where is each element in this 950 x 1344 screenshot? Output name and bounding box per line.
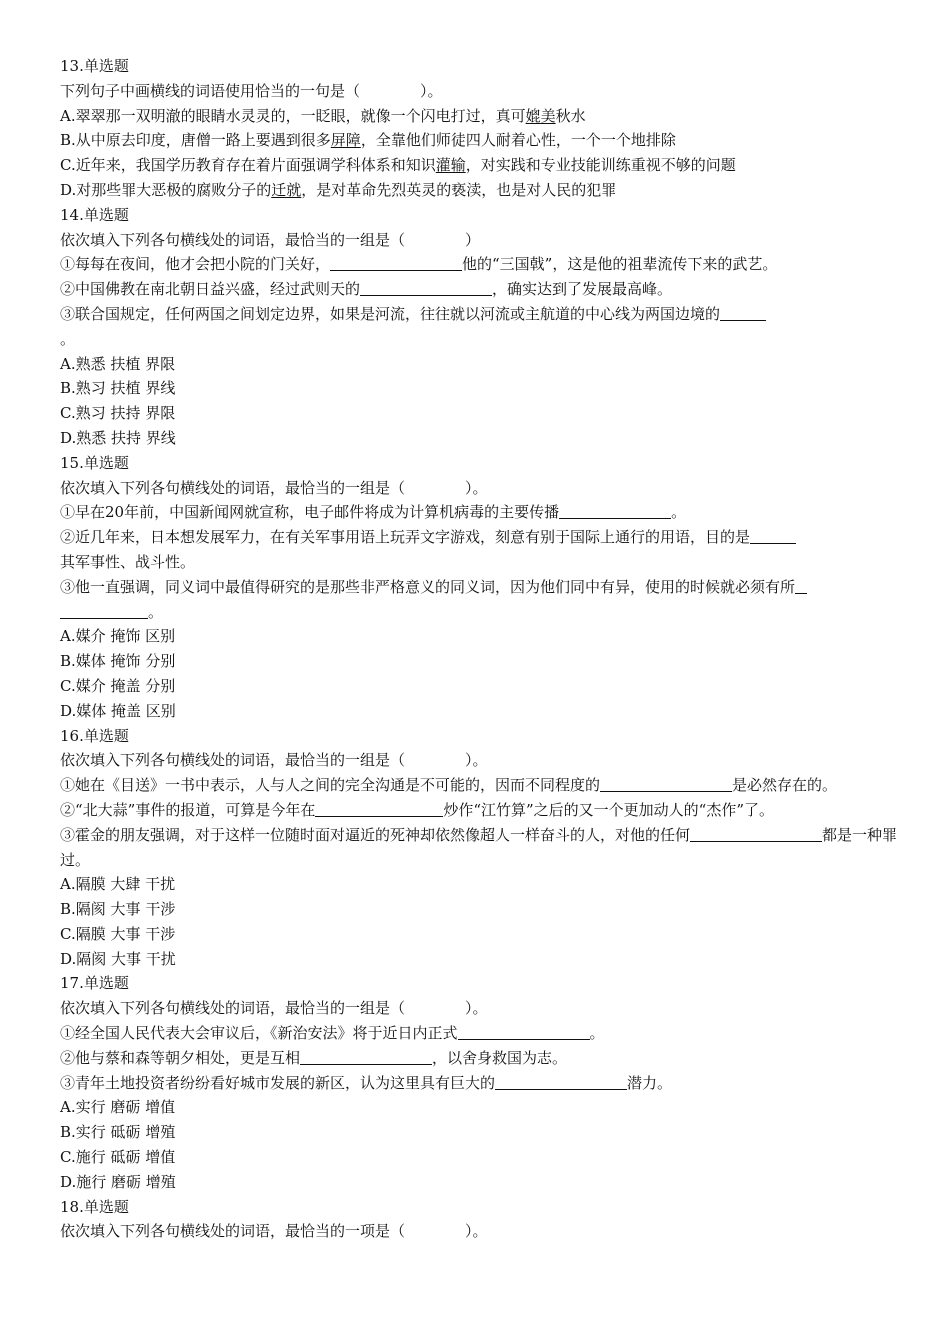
q16-option-d: D.隔阂 大事 干扰 — [60, 949, 176, 968]
q13-heading: 13.单选题 — [60, 57, 129, 75]
underlined-word: 迁就 — [271, 180, 302, 199]
fill-blank — [315, 800, 443, 817]
q14-option-b: B.熟习 扶植 界线 — [60, 379, 176, 398]
q17-stem: 依次填入下列各句横线处的词语，最恰当的一组是（ ）。 — [60, 999, 488, 1018]
q14-sentence-1: ①每每在夜间，他才会把小院的门关好， 他的“三国戟”，这是他的祖辈流传下来的武艺。 — [60, 255, 778, 274]
fill-blank — [495, 1073, 627, 1090]
q17-option-a: A.实行 磨砺 增值 — [60, 1098, 176, 1117]
fill-blank — [690, 825, 822, 842]
fill-blank — [720, 304, 766, 321]
q14-option-a: A.熟悉 扶植 界限 — [60, 354, 176, 373]
q17-sentence-3: ③青年土地投资者纷纷看好城市发展的新区，认为这里具有巨大的 潜力。 — [60, 1073, 673, 1092]
q18-heading: 18.单选题 — [60, 1197, 129, 1216]
q13-option-a: A.翠翠那一双明澈的眼睛水灵灵的，一眨眼，就像一个闪电打过，真可媲美秋水 — [60, 106, 586, 125]
q16-option-b: B.隔阂 大事 干涉 — [60, 900, 176, 919]
q17-heading: 17.单选题 — [60, 974, 129, 993]
q14-stem: 依次填入下列各句横线处的词语，最恰当的一组是（ ） — [60, 230, 481, 249]
q17-sentence-1: ①经全国人民代表大会审议后，《新治安法》将于近日内正式 。 — [60, 1024, 605, 1043]
q15-option-d: D.媒体 掩盖 区别 — [60, 701, 176, 720]
q16-heading: 16.单选题 — [60, 726, 129, 745]
fill-blank — [600, 775, 732, 792]
q15-option-b: B.媒体 掩饰 分别 — [60, 652, 176, 671]
fill-blank — [795, 577, 807, 594]
exam-page — [60, 54, 910, 1244]
q16-sentence-1: ①她在《目送》一书中表示，人与人之间的完全沟通是不可能的，因而不同程度的 是必然存在的。 — [60, 776, 838, 795]
q13-option-c: C.近年来，我国学历教育存在着片面强调学科体系和知识灌输，对实践和专业技能训练重视不够的问题 — [60, 156, 736, 175]
q15-sentence-1: ①早在20年前，中国新闻网就宣称，电子邮件将成为计算机病毒的主要传播 。 — [60, 503, 687, 522]
q14-heading: 14.单选题 — [60, 205, 129, 224]
q15-option-c: C.媒介 掩盖 分别 — [60, 676, 176, 695]
q15-stem: 依次填入下列各句横线处的词语，最恰当的一组是（ ）。 — [60, 478, 488, 497]
q18-stem: 依次填入下列各句横线处的词语，最恰当的一项是（ ）。 — [60, 1222, 488, 1241]
underlined-word: 媲美 — [525, 106, 556, 125]
q17-option-b: B.实行 砥砺 增殖 — [60, 1123, 176, 1142]
q15-heading: 15.单选题 — [60, 453, 129, 472]
q13-option-b: B.从中原去印度，唐僧一路上要遇到很多屏障，全靠他们师徒四人耐着心性，一个一个地排除 — [60, 131, 676, 150]
q14-option-c: C.熟习 扶持 界限 — [60, 404, 176, 423]
q14-sentence-3: ③联合国规定，任何两国之间划定边界，如果是河流，往往就以河流或主航道的中心线为两国边境的 — [60, 302, 910, 327]
fill-blank — [300, 1048, 432, 1065]
q15-option-a: A.媒介 掩饰 区别 — [60, 627, 176, 646]
underlined-word: 灌输 — [435, 156, 466, 175]
q16-stem: 依次填入下列各句横线处的词语，最恰当的一组是（ ）。 — [60, 751, 488, 770]
q13-stem: 下列句子中画横线的词语使用恰当的一句是（ ）。 — [60, 81, 443, 100]
q15-sentence-3: ③他一直强调，同义词中最值得研究的是那些非严格意义的同义词，因为他们同中有异，使用的时候就必须有所 — [60, 575, 910, 600]
fill-blank — [458, 1023, 590, 1040]
q16-option-a: A.隔膜 大肆 干扰 — [60, 875, 176, 894]
q17-option-c: C.施行 砥砺 增值 — [60, 1148, 176, 1167]
q13-option-d: D.对那些罪大恶极的腐败分子的迁就，是对革命先烈英灵的亵渎，也是对人民的犯罪 — [60, 180, 617, 199]
q14-option-d: D.熟悉 扶持 界线 — [60, 428, 176, 447]
q17-sentence-2: ②他与蔡和森等朝夕相处，更是互相 ，以舍身救国为志。 — [60, 1048, 568, 1067]
q17-option-d: D.施行 磨砺 增殖 — [60, 1172, 176, 1191]
q16-sentence-3: ③霍金的朋友强调，对于这样一位随时面对逼近的死神却依然像超人一样奋斗的人，对他的任何 都是一种罪过。 — [60, 825, 898, 869]
q15-sentence-3-cont: 。 — [60, 600, 910, 625]
fill-blank — [60, 602, 148, 619]
q16-option-c: C.隔膜 大事 干涉 — [60, 924, 176, 943]
q14-sentence-3-end: 。 — [60, 329, 76, 348]
q16-sentence-2: ②“北大蒜”事件的报道，可算是今年在 炒作“江竹算”之后的又一个更加动人的“杰作”了。 — [60, 800, 775, 819]
q15-sentence-2: ②近几年来，日本想发展军力，在有关军事用语上玩弄文字游戏，刻意有别于国际上通行的用语，目的是 — [60, 525, 910, 550]
fill-blank — [750, 527, 796, 544]
fill-blank — [330, 254, 462, 271]
fill-blank — [360, 279, 492, 296]
q15-sentence-2-cont: 其军事性、战斗性。 — [60, 552, 196, 571]
q14-sentence-2: ②中国佛教在南北朝日益兴盛，经过武则天的 ，确实达到了发展最高峰。 — [60, 280, 673, 299]
underlined-word: 屏障 — [330, 131, 361, 150]
fill-blank — [559, 502, 671, 519]
